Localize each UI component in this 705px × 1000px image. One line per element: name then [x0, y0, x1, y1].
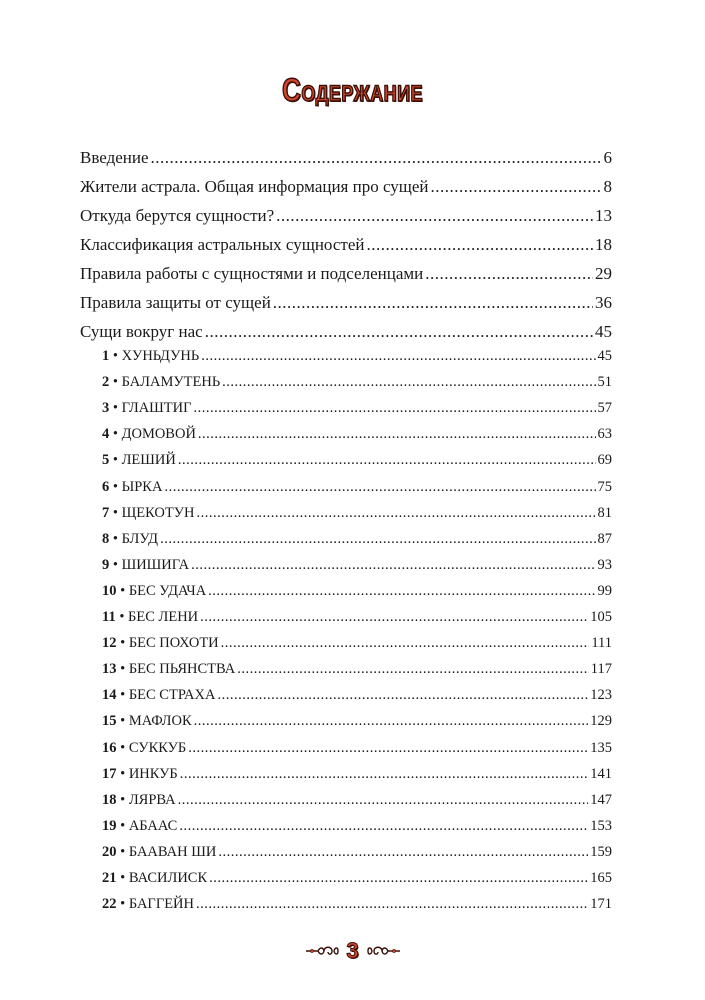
entry-number: 16	[102, 740, 117, 756]
toc-subentry-title	[102, 528, 158, 550]
toc-subentry-title	[102, 580, 206, 602]
toc-entry-title: Жители астрала. Общая информация про сущей	[80, 177, 429, 196]
entry-number: 9	[102, 557, 110, 573]
bullet: •	[112, 426, 118, 442]
entry-label: БЛУД	[121, 531, 159, 547]
entry-number: 7	[102, 505, 110, 521]
entry-label: ВАСИЛИСК	[128, 870, 208, 886]
entry-number: 20	[102, 844, 117, 860]
toc-subentry-page: 147	[590, 792, 612, 808]
toc-entry-title: Классификация астральных сущностей	[80, 235, 365, 254]
entry-label: ЛЕШИЙ	[121, 452, 176, 468]
toc-subentry-page: 153	[590, 818, 612, 834]
toc-subentry-page: 141	[590, 766, 612, 782]
toc-subentry-title	[102, 554, 189, 576]
entry-number: 13	[102, 661, 117, 677]
entry-number: 2	[102, 374, 110, 390]
toc-subentry-title	[102, 841, 216, 863]
entry-label: БАЛАМУТЕНЬ	[121, 374, 221, 390]
entry-label: ЛЯРВА	[128, 792, 176, 808]
toc-entry-page: 29	[595, 264, 612, 283]
leader-dots	[160, 528, 595, 550]
toc-subentry-page: 171	[590, 896, 612, 912]
toc-subentry-title	[102, 684, 215, 706]
entry-number: 5	[102, 452, 110, 468]
bullet: •	[120, 687, 126, 703]
toc-subentry[interactable]	[102, 554, 612, 576]
leader-dots	[276, 204, 593, 228]
toc-subentry[interactable]	[102, 606, 612, 628]
toc-subentry[interactable]	[102, 476, 612, 498]
toc-subentry-page: 75	[597, 479, 612, 495]
toc-entry-page: 45	[595, 322, 612, 341]
toc-subentry-title	[102, 632, 219, 654]
toc-subentry-page: 159	[590, 844, 612, 860]
entry-number: 19	[102, 818, 117, 834]
scroll-ornament-icon	[366, 943, 402, 959]
toc-subentry-title	[102, 867, 207, 889]
toc-subentry-page: 117	[590, 661, 612, 677]
leader-dots	[218, 841, 588, 863]
toc-entry-title: Введение	[80, 148, 149, 167]
toc-entry-page: 18	[595, 235, 612, 254]
entry-number: 3	[102, 400, 110, 416]
toc-entry-title: Правила защиты от сущей	[80, 293, 271, 312]
entry-label: ШИШИГА	[121, 557, 190, 573]
toc-subentry[interactable]	[102, 528, 612, 550]
entry-label: БЕС СТРАХА	[128, 687, 216, 703]
toc-subentry[interactable]	[102, 789, 612, 811]
entry-number: 18	[102, 792, 117, 808]
entry-number: 17	[102, 766, 117, 782]
toc-subentry-title	[102, 893, 194, 915]
toc-subentry[interactable]	[102, 815, 612, 837]
leader-dots	[164, 476, 595, 498]
entry-number: 14	[102, 687, 117, 703]
entry-number: 10	[102, 583, 117, 599]
toc-subentry-title	[102, 606, 198, 628]
toc-subentry-page: 81	[597, 505, 612, 521]
bullet: •	[120, 766, 126, 782]
toc-subentry-title	[102, 423, 196, 445]
entry-number: 21	[102, 870, 117, 886]
toc-subentry[interactable]	[102, 397, 612, 419]
toc-subentry-title	[102, 397, 192, 419]
entry-number: 8	[102, 531, 110, 547]
leader-dots	[188, 737, 588, 759]
toc-subentry[interactable]	[102, 371, 612, 393]
leader-dots	[200, 606, 588, 628]
toc-subentry-title	[102, 789, 176, 811]
toc-subentry-title	[102, 710, 192, 732]
toc-entry[interactable]	[80, 233, 612, 257]
leader-dots	[366, 233, 593, 257]
leader-dots	[273, 291, 593, 315]
toc-subentry-title	[102, 737, 186, 759]
bullet: •	[112, 557, 118, 573]
leader-dots	[221, 632, 590, 654]
toc-subentry-title	[102, 449, 176, 471]
entry-label: БЕС ПОХОТИ	[128, 635, 219, 651]
entry-label: БЕС ЛЕНИ	[128, 609, 199, 625]
page-number: 3	[346, 938, 359, 963]
toc-subentry[interactable]	[102, 763, 612, 785]
toc-subentry-page: 135	[590, 740, 612, 756]
toc-subentry[interactable]	[102, 449, 612, 471]
entry-label: БАГГЕЙН	[128, 896, 195, 912]
toc-entry[interactable]	[80, 320, 612, 344]
entry-number: 4	[102, 426, 110, 442]
bullet: •	[112, 400, 118, 416]
entry-number: 11	[102, 609, 116, 625]
entry-number: 1	[102, 348, 110, 364]
leader-dots	[431, 175, 602, 199]
leader-dots	[180, 763, 589, 785]
toc-subentry[interactable]	[102, 632, 612, 654]
page-title: Содержание	[282, 72, 423, 108]
toc-subentry-page: 129	[590, 713, 612, 729]
entry-number: 15	[102, 713, 117, 729]
toc-subentry-title	[102, 476, 162, 498]
toc-subentry-page: 93	[597, 557, 612, 573]
toc-entry-page: 36	[595, 293, 612, 312]
toc-entry[interactable]	[80, 262, 612, 286]
toc-subentry[interactable]	[102, 684, 612, 706]
bullet: •	[120, 661, 126, 677]
entry-number: 12	[102, 635, 117, 651]
toc-subentry[interactable]	[102, 737, 612, 759]
toc-subentry-page: 99	[597, 583, 612, 599]
page-footer	[0, 936, 705, 966]
leader-dots	[179, 815, 588, 837]
leader-dots	[237, 658, 589, 680]
toc-entry[interactable]	[80, 204, 612, 228]
leader-dots	[209, 867, 588, 889]
toc-entry[interactable]	[80, 175, 612, 199]
leader-dots	[151, 146, 602, 170]
bullet: •	[120, 792, 126, 808]
toc-subentry-page: 111	[591, 635, 612, 651]
leader-dots	[425, 262, 593, 286]
toc-subentry-title	[102, 371, 220, 393]
toc-subentry-page: 63	[597, 426, 612, 442]
toc-subentry[interactable]	[102, 658, 612, 680]
toc-entry-title: Откуда берутся сущности?	[80, 206, 275, 225]
toc-entry-title: Правила работы с сущностями и подселенцами	[80, 264, 424, 283]
leader-dots	[208, 580, 595, 602]
toc-subentry[interactable]	[102, 841, 612, 863]
toc-entry[interactable]	[80, 146, 612, 170]
entry-label: ГЛАШТИГ	[121, 400, 192, 416]
toc-subentry[interactable]	[102, 345, 612, 367]
entry-label: ИНКУБ	[128, 766, 178, 782]
bullet: •	[120, 740, 126, 756]
toc-subentry[interactable]	[102, 893, 612, 915]
scroll-ornament-icon	[304, 943, 340, 959]
bullet: •	[120, 896, 126, 912]
toc-subentry[interactable]	[102, 502, 612, 524]
leader-dots	[196, 893, 588, 915]
bullet: •	[112, 348, 118, 364]
toc-subentry-page: 69	[597, 452, 612, 468]
bullet: •	[120, 635, 126, 651]
entry-label: БЕС ПЬЯНСТВА	[128, 661, 236, 677]
toc-subentry-title	[102, 345, 199, 367]
bullet: •	[112, 479, 118, 495]
entry-label: МАФЛОК	[128, 713, 192, 729]
toc-subentry-title	[102, 502, 194, 524]
bullet: •	[120, 844, 126, 860]
toc-subentry-title	[102, 763, 178, 785]
entry-label: ХУНЬДУНЬ	[121, 348, 200, 364]
bullet: •	[120, 818, 126, 834]
leader-dots	[222, 371, 595, 393]
bullet: •	[112, 531, 118, 547]
toc-subentry[interactable]	[102, 867, 612, 889]
bullet: •	[120, 583, 126, 599]
toc-subentry-page: 105	[590, 609, 612, 625]
leader-dots	[201, 345, 595, 367]
toc-subentry-title	[102, 815, 177, 837]
toc-entry-page: 6	[603, 148, 612, 167]
toc-entry-title: Сущи вокруг нас	[80, 322, 203, 341]
leader-dots	[198, 423, 596, 445]
leader-dots	[217, 684, 588, 706]
entry-label: БААВАН ШИ	[128, 844, 217, 860]
toc-subentry-title	[102, 658, 235, 680]
toc-entry-page: 13	[595, 206, 612, 225]
toc-subentry[interactable]	[102, 580, 612, 602]
toc-subentry[interactable]	[102, 423, 612, 445]
entry-label: БЕС УДАЧА	[128, 583, 207, 599]
bullet: •	[112, 374, 118, 390]
toc-subentry-page: 51	[597, 374, 612, 390]
toc-subentry-page: 57	[597, 400, 612, 416]
entry-label: ЩЕКОТУН	[121, 505, 195, 521]
toc-subentry[interactable]	[102, 710, 612, 732]
toc-subentry-page: 45	[597, 348, 612, 364]
bullet: •	[112, 505, 118, 521]
entry-number: 6	[102, 479, 110, 495]
leader-dots	[194, 397, 596, 419]
leader-dots	[196, 502, 595, 524]
toc-entry-page: 8	[603, 177, 612, 196]
leader-dots	[205, 320, 593, 344]
entry-label: ЫРКА	[121, 479, 163, 495]
leader-dots	[178, 789, 589, 811]
toc-subentry-page: 123	[590, 687, 612, 703]
bullet: •	[112, 452, 118, 468]
leader-dots	[178, 449, 596, 471]
toc-entry[interactable]	[80, 291, 612, 315]
toc-subentry-page: 165	[590, 870, 612, 886]
bullet: •	[120, 713, 126, 729]
leader-dots	[191, 554, 595, 576]
entry-label: ДОМОВОЙ	[121, 426, 196, 442]
entry-number: 22	[102, 896, 117, 912]
bullet: •	[120, 870, 126, 886]
leader-dots	[194, 710, 589, 732]
bullet: •	[119, 609, 125, 625]
toc-subentry-page: 87	[597, 531, 612, 547]
entry-label: АБААС	[128, 818, 178, 834]
entry-label: СУККУБ	[128, 740, 187, 756]
